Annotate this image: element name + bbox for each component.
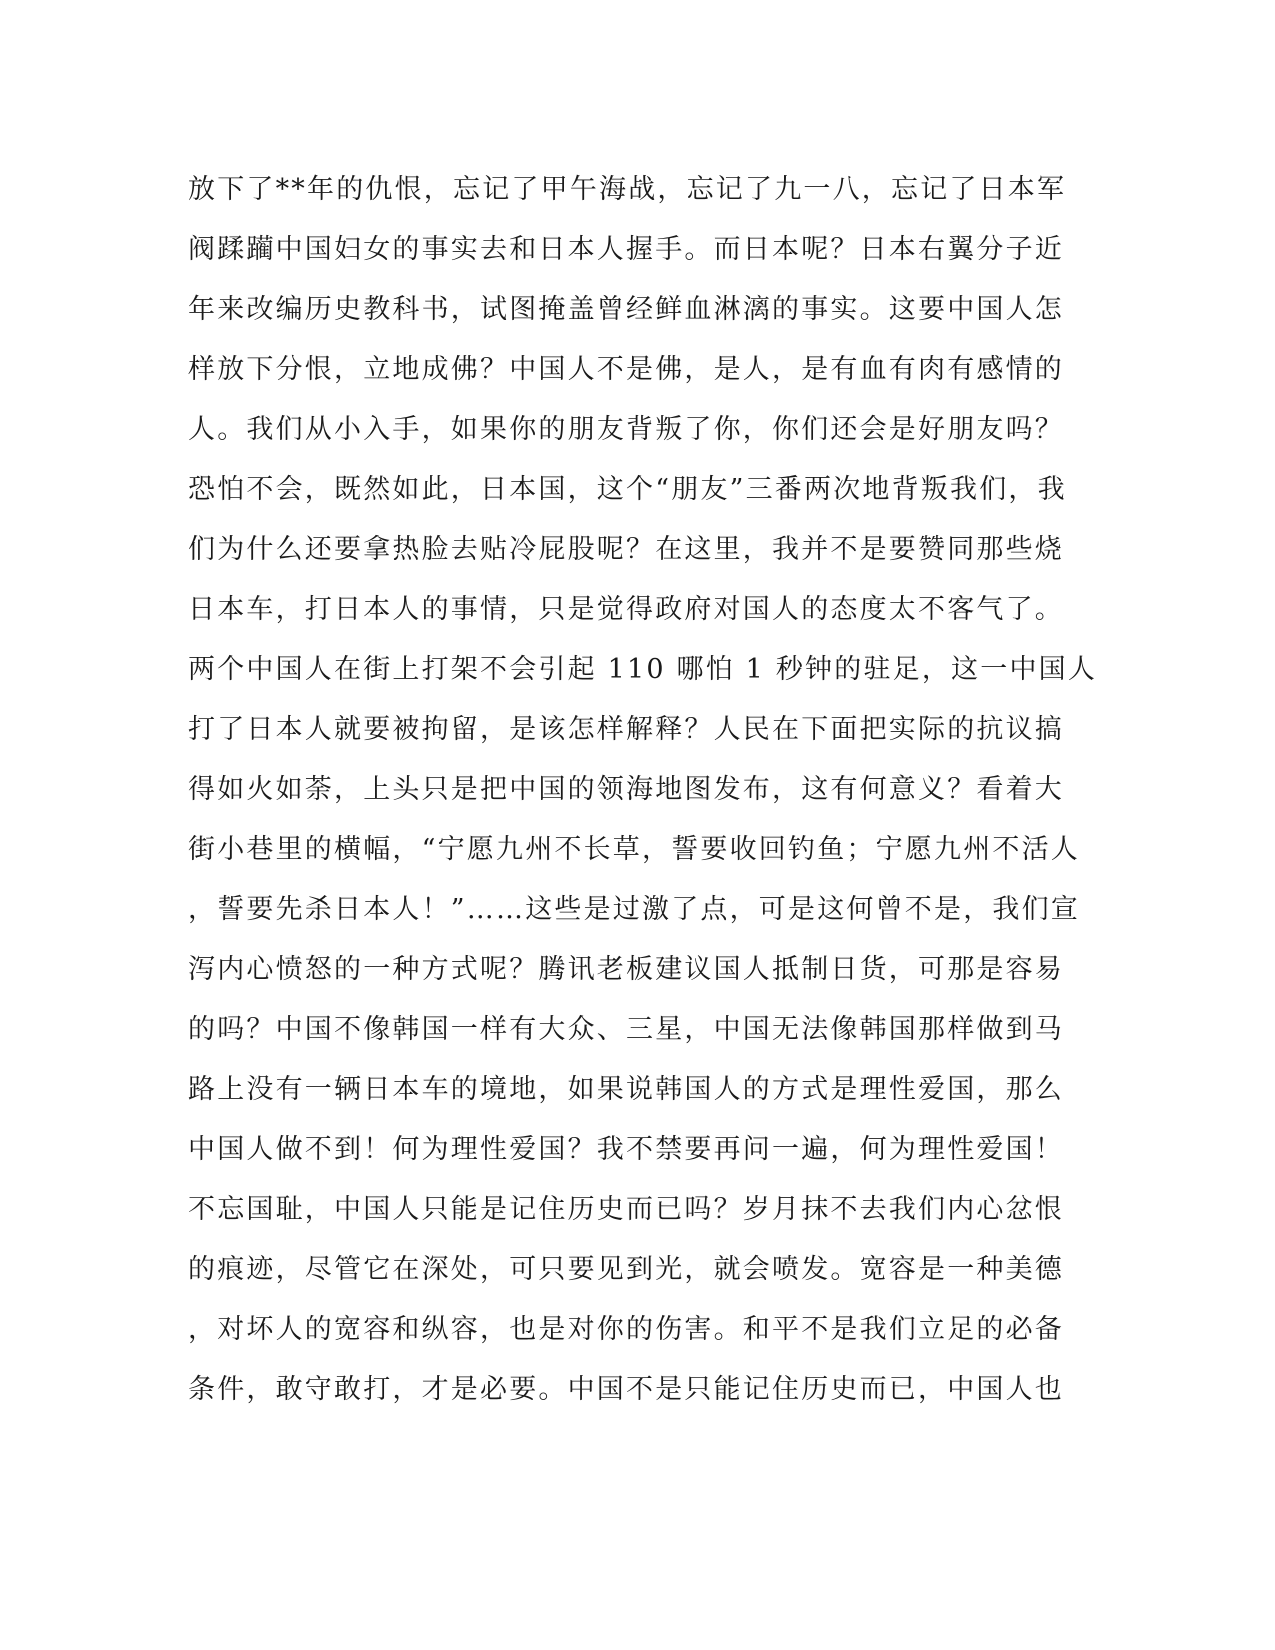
text-line: ，誓要先杀日本人！”……这些是过激了点，可是这何曾不是，我们宣 — [188, 894, 1081, 925]
text-line: 两个中国人在街上打架不会引起 110 哪怕 1 秒钟的驻足，这一中国人 — [188, 654, 1098, 685]
text-line: 恐怕不会，既然如此，日本国，这个“朋友”三番两次地背叛我们，我 — [188, 474, 1067, 505]
text-line: 样放下分恨，立地成佛？中国人不是佛，是人，是有血有肉有感情的 — [188, 354, 1064, 385]
text-line: 日本车，打日本人的事情，只是觉得政府对国人的态度太不客气了。 — [188, 594, 1064, 625]
text-line: 泻内心愤怒的一种方式呢？腾讯老板建议国人抵制日货，可那是容易 — [188, 954, 1064, 985]
text-line: 的痕迹，尽管它在深处，可只要见到光，就会喷发。宽容是一种美德 — [188, 1254, 1064, 1285]
text-line: 中国人做不到！何为理性爱国？我不禁要再问一遍，何为理性爱国！ — [188, 1134, 1064, 1165]
text-line: 年来改编历史教科书，试图掩盖曾经鲜血淋漓的事实。这要中国人怎 — [188, 294, 1064, 325]
text-line: 条件，敢守敢打，才是必要。中国不是只能记住历史而已，中国人也 — [188, 1374, 1064, 1405]
text-line: ，对坏人的宽容和纵容，也是对你的伤害。和平不是我们立足的必备 — [188, 1314, 1064, 1345]
text-line: 打了日本人就要被拘留，是该怎样解释？人民在下面把实际的抗议搞 — [188, 714, 1064, 745]
text-line: 路上没有一辆日本车的境地，如果说韩国人的方式是理性爱国，那么 — [188, 1074, 1064, 1105]
text-line: 得如火如荼，上头只是把中国的领海地图发布，这有何意义？看着大 — [188, 774, 1064, 805]
text-line: 街小巷里的横幅，“宁愿九州不长草，誓要收回钓鱼；宁愿九州不活人 — [188, 834, 1081, 865]
text-line: 阀蹂躏中国妇女的事实去和日本人握手。而日本呢？日本右翼分子近 — [188, 234, 1064, 265]
text-line: 人。我们从小入手，如果你的朋友背叛了你，你们还会是好朋友吗？ — [188, 414, 1064, 445]
text-line: 不忘国耻，中国人只能是记住历史而已吗？岁月抹不去我们内心忿恨 — [188, 1194, 1064, 1225]
text-line: 们为什么还要拿热脸去贴冷屁股呢？在这里，我并不是要赞同那些烧 — [188, 534, 1064, 565]
text-line: 放下了**年的仇恨，忘记了甲午海战，忘记了九一八，忘记了日本军 — [188, 174, 1067, 205]
text-line: 的吗？中国不像韩国一样有大众、三星，中国无法像韩国那样做到马 — [188, 1014, 1064, 1045]
body-text — [188, 160, 1098, 1420]
